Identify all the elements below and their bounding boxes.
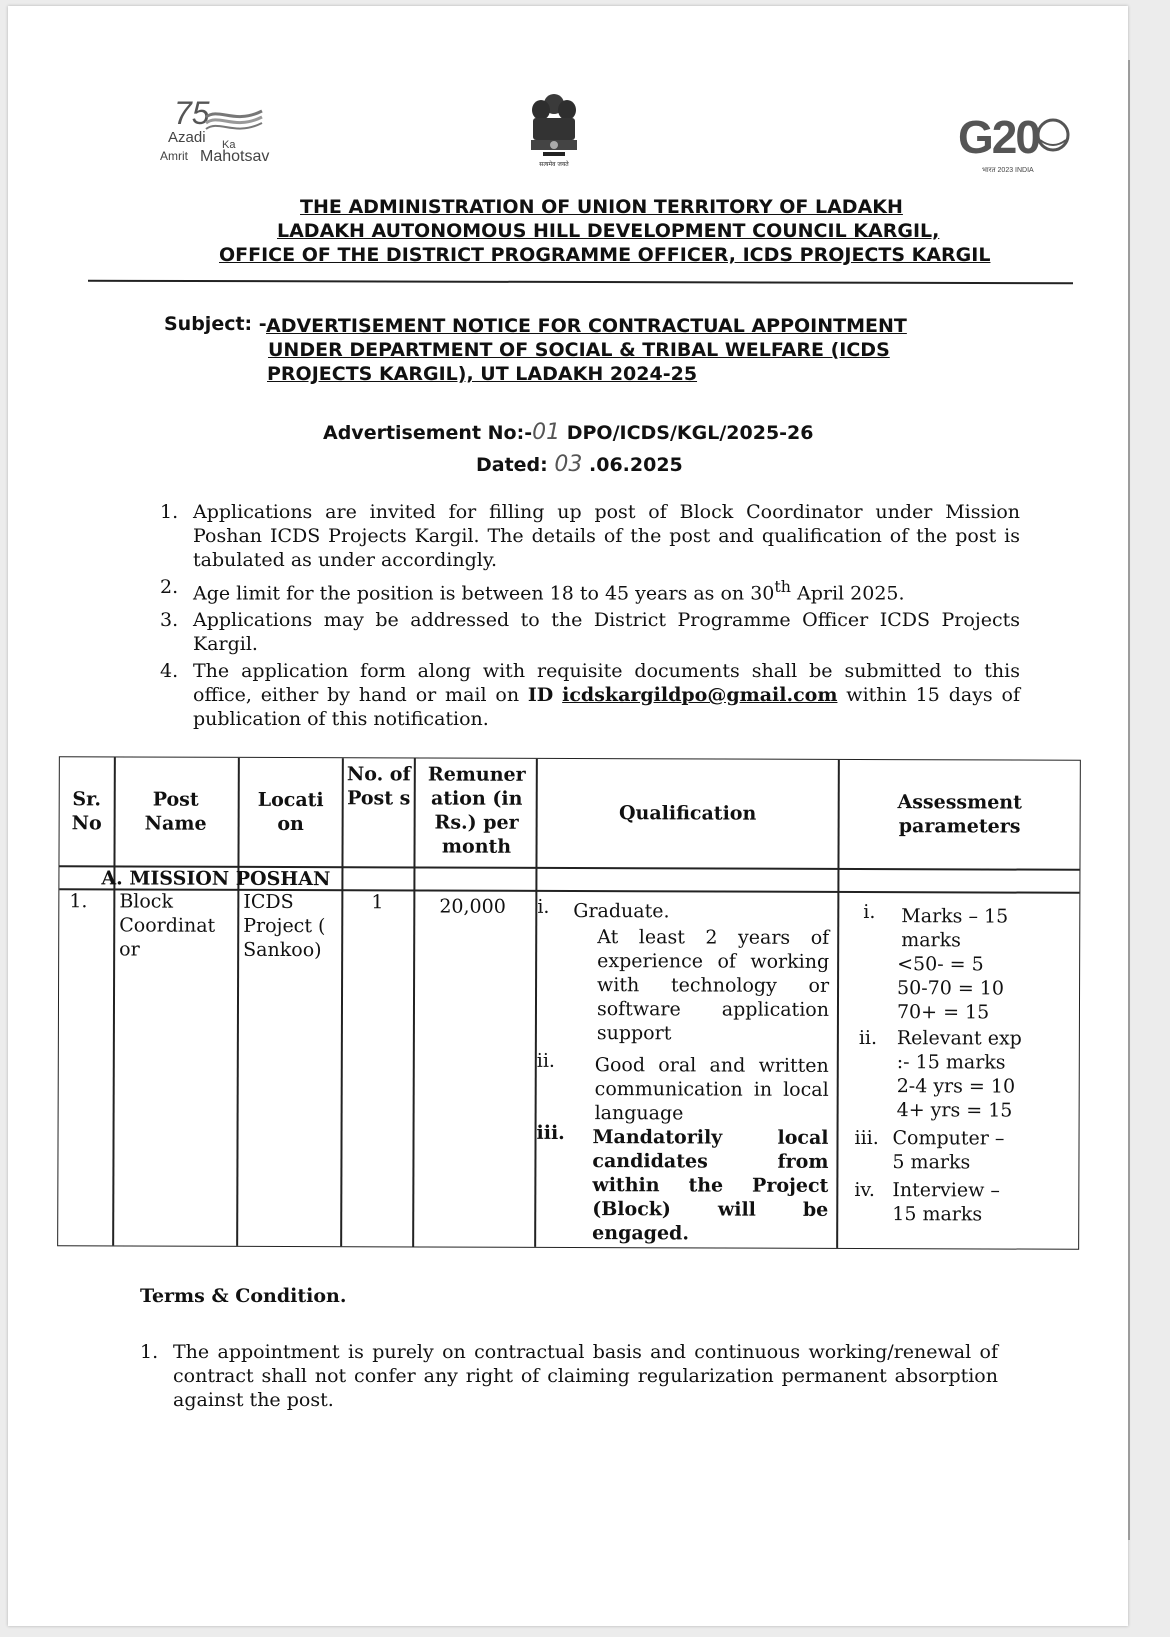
assess-line: 2-4 yrs = 10	[896, 1075, 1016, 1098]
assess-num: iv.	[854, 1178, 875, 1202]
assess-num: ii.	[858, 1027, 878, 1050]
g20-logo	[958, 110, 1078, 180]
assess-line: 70+ = 15	[896, 1001, 990, 1024]
superscript: th	[774, 577, 791, 596]
item-text: Applications are invited for filling up post of Block Coordinator under Mission Poshan ICDS Projects Kargil. The details of the post and qualification of the post is tabulated as under accordingly.	[193, 501, 1020, 571]
assess-line: 50-70 = 10	[897, 977, 1005, 1000]
row-location: ICDS Project ( Sankoo)	[243, 890, 326, 962]
emblem-motto: सत्यमेव जयते	[539, 161, 569, 168]
terms-title: Terms & Condition.	[140, 1285, 347, 1307]
terms-list	[140, 1340, 998, 1415]
logo-azadi: Azadi	[168, 129, 206, 146]
subject-line-3: PROJECTS KARGIL), UT LADAKH 2024-25	[267, 363, 698, 385]
lotus-globe-icon	[1034, 116, 1072, 154]
advertisement-ref: DPO/ICDS/KGL/2025-26	[566, 422, 814, 444]
assess-num: iii.	[854, 1126, 879, 1150]
handwritten-day: 03	[554, 452, 583, 477]
header-sr-no: Sr. No	[71, 788, 102, 835]
assess-line: Interview –	[892, 1179, 1000, 1202]
header-line-1: THE ADMINISTRATION OF UNION TERRITORY OF LADAKH	[300, 196, 903, 218]
qual-text: Mandatorily local candidates from within the Project (Block) will be engaged.	[592, 1126, 829, 1245]
assess-num: i.	[863, 901, 876, 924]
assess-line: Marks – 15	[901, 905, 1009, 928]
assess-item	[892, 1126, 1004, 1174]
item-text-end: within 15 days of publication of this notification.	[193, 684, 1020, 731]
item-text: The appointment is purely on contractual basis and continuous working/renewal of contract shall not confer any right of claiming regularization permanent absorption against the post.	[173, 1341, 998, 1411]
section-title: A. MISSION POSHAN	[101, 867, 331, 891]
row-posts: 1	[371, 891, 384, 914]
dated-label: Dated:	[476, 454, 548, 476]
qual-text: At least 2 years of experience of working with technology or software application support	[596, 926, 830, 1045]
assess-line: :- 15 marks	[896, 1051, 1006, 1074]
assess-item	[897, 1026, 1022, 1122]
header-post-name: Post Name	[144, 788, 207, 835]
qual-lead: Graduate.	[573, 900, 670, 923]
dated-rest: .06.2025	[589, 454, 683, 476]
logo-amrit: Amrit	[160, 149, 188, 163]
advertisement-label: Advertisement No:-	[323, 422, 533, 444]
header-location: Locati on	[257, 788, 324, 836]
list-item	[160, 575, 1020, 605]
logo-ka: Ka	[222, 139, 236, 151]
national-emblem-icon	[523, 90, 585, 170]
header-assessment: Assessment parameters	[897, 791, 1022, 838]
assess-line: 4+ yrs = 15	[896, 1099, 1013, 1122]
notice-points	[160, 500, 1020, 734]
header-line-2: LADAKH AUTONOMOUS HILL DEVELOPMENT COUNCIL KARGIL,	[277, 220, 940, 242]
advertisement-date	[476, 452, 683, 477]
assess-line: 15 marks	[892, 1203, 983, 1226]
assess-line: Relevant exp	[896, 1027, 1022, 1050]
qual-text: Good oral and written communication in local language	[594, 1054, 829, 1125]
item-text: Applications may be addressed to the District Programme Officer ICDS Projects Kargil.	[193, 609, 1020, 656]
assess-item	[896, 904, 1009, 1024]
assess-line: 5 marks	[892, 1151, 971, 1174]
item-text-end: April 2025.	[790, 582, 905, 605]
row-assessment	[840, 896, 1077, 1237]
row-remuneration: 20,000	[439, 895, 506, 918]
page-edge	[1128, 60, 1130, 1540]
assess-line: <50- = 5	[897, 953, 984, 976]
item-text: The application form along with requisite documents shall be submitted to this office, either by hand or mail on	[193, 660, 1020, 707]
subject-line-1: ADVERTISEMENT NOTICE FOR CONTRACTUAL APPOINTMENT	[266, 315, 907, 337]
advertisement-number	[323, 420, 814, 445]
list-item	[160, 500, 1020, 572]
assess-line: Computer –	[892, 1127, 1005, 1150]
row-sr: 1.	[69, 890, 88, 913]
email-link[interactable]: icdskargildpo@gmail.com	[562, 684, 838, 707]
header-no-of-posts: No. of Post s	[346, 763, 411, 810]
list-item	[160, 659, 1020, 731]
azadi-ka-amrit-mahotsav-logo	[160, 95, 300, 175]
header-line-3: OFFICE OF THE DISTRICT PROGRAMME OFFICER, ICDS PROJECTS KARGIL	[219, 244, 991, 266]
logo-mahotsav: Mahotsav	[200, 148, 270, 165]
row-qualification	[536, 895, 837, 1245]
logo-75: 75	[174, 95, 210, 131]
handwritten-number: 01	[532, 420, 561, 445]
subject-line-2: UNDER DEPARTMENT OF SOCIAL & TRIBAL WELFARE (ICDS	[268, 339, 890, 361]
list-item	[140, 1340, 998, 1412]
header-remuneration: Remuner ation (in Rs.) per month	[427, 763, 526, 858]
qual-num: ii.	[536, 1049, 556, 1072]
qual-num: iii.	[536, 1121, 565, 1144]
row-post-name: Block Coordinat or	[119, 890, 216, 961]
item-number: 2.	[160, 576, 179, 598]
item-text: Age limit for the position is between 18 to 45 years as on 30	[193, 582, 775, 605]
assess-item	[892, 1178, 1000, 1226]
item-number: 3.	[160, 609, 179, 632]
id-label: ID	[527, 684, 554, 707]
qual-num: i.	[537, 895, 550, 918]
item-number: 1.	[140, 1341, 159, 1363]
item-number: 4.	[160, 660, 179, 683]
flag-wave-icon	[204, 103, 264, 131]
post-details-table	[57, 756, 1081, 1250]
list-item	[160, 608, 1020, 656]
g20-mark: G20	[958, 111, 1039, 163]
subject-label: Subject: -	[164, 313, 267, 335]
g20-subtitle: भारत 2023 INDIA	[982, 167, 1034, 174]
header-qualification: Qualification	[618, 802, 757, 825]
item-number: 1.	[160, 501, 179, 523]
assess-line: marks	[901, 929, 961, 952]
